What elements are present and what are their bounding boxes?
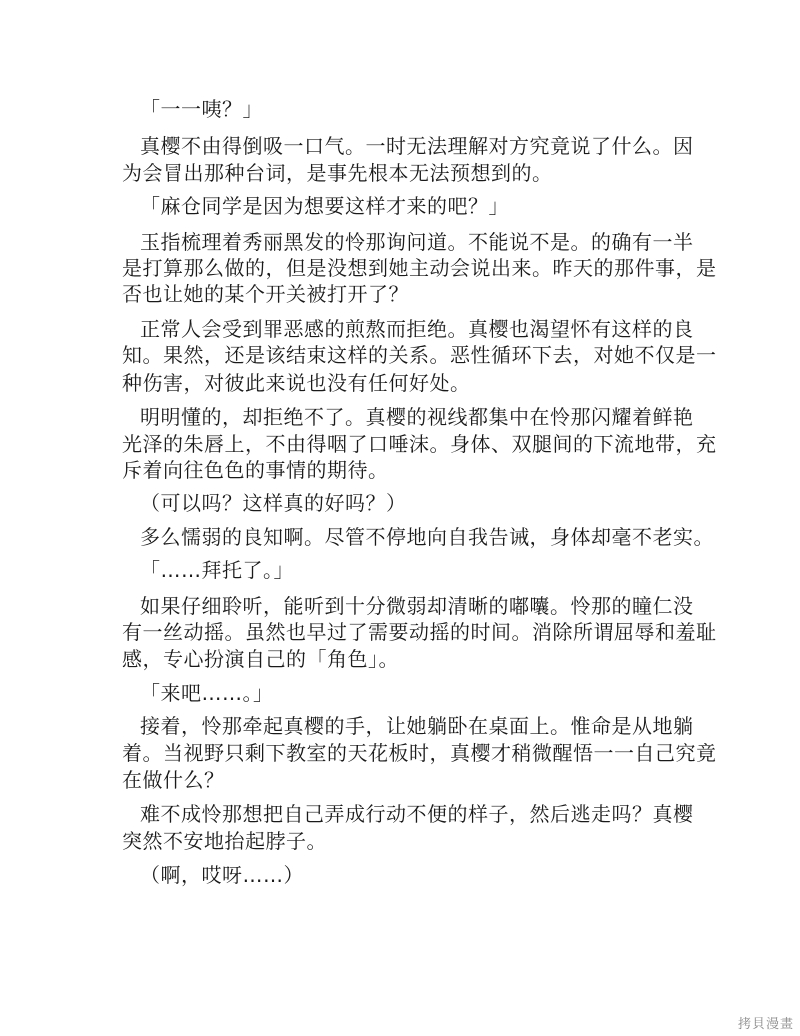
text-line: 「麻仓同学是因为想要这样才来的吧？」 (140, 194, 509, 218)
text-line: （可以吗？这样真的好吗？） (140, 491, 407, 515)
text-line: 光泽的朱唇上，不由得咽了口唾沫。身体、双腿间的下流地带，充 (122, 432, 717, 456)
text-line: 明明懂的，却拒绝不了。真樱的视线都集中在怜那闪耀着鲜艳 (140, 405, 694, 429)
text-line: 知。果然，还是该结束这样的关系。恶性循环下去，对她不仅是一 (122, 343, 717, 367)
watermark: 拷貝漫畫 (737, 1017, 794, 1032)
text-line: 如果仔细聆听，能听到十分微弱却清晰的嘟囔。怜那的瞳仁没 (140, 594, 694, 618)
text-line: 有一丝动摇。虽然也早过了需要动摇的时间。消除所谓屈辱和羞耻 (122, 620, 717, 644)
text-line: 为会冒出那种台词，是事先根本无法预想到的。 (122, 161, 553, 185)
text-line: （啊，哎呀……） (140, 863, 304, 887)
text-line: 突然不安地抬起脖子。 (122, 829, 327, 853)
text-line: 是打算那么做的，但是没想到她主动会说出来。昨天的那件事，是 (122, 256, 717, 280)
text-line: 斥着向往色色的事情的期待。 (122, 458, 389, 482)
text-line: 「一一咦？」 (140, 97, 263, 121)
text-line: 感，专心扮演自己的「角色」。 (122, 647, 399, 671)
text-line: 真樱不由得倒吸一口气。一时无法理解对方究竟说了什么。因 (140, 134, 694, 158)
text-line: 玉指梳理着秀丽黑发的怜那询问道。不能说不是。的确有一半 (140, 230, 694, 254)
text-line: 「……拜托了。」 (140, 558, 294, 582)
text-line: 在做什么？ (122, 768, 225, 792)
text-line: 接着，怜那牵起真樱的手，让她躺卧在桌面上。惟命是从地躺 (140, 714, 694, 738)
text-line: 难不成怜那想把自己弄成行动不便的样子，然后逃走吗？真樱 (140, 802, 694, 826)
text-line: 着。当视野只剩下教室的天花板时，真樱才稍微醒悟一一自己究竟 (122, 741, 717, 765)
text-line: 「来吧……。」 (140, 681, 274, 705)
text-line: 种伤害，对彼此来说也没有任何好处。 (122, 371, 471, 395)
text-line: 多么懦弱的良知啊。尽管不停地向自我告诫，身体却毫不老实。 (140, 525, 714, 549)
text-line: 否也让她的某个开关被打开了？ (122, 282, 409, 306)
text-line: 正常人会受到罪恶感的煎熬而拒绝。真樱也渴望怀有这样的良 (140, 317, 694, 341)
